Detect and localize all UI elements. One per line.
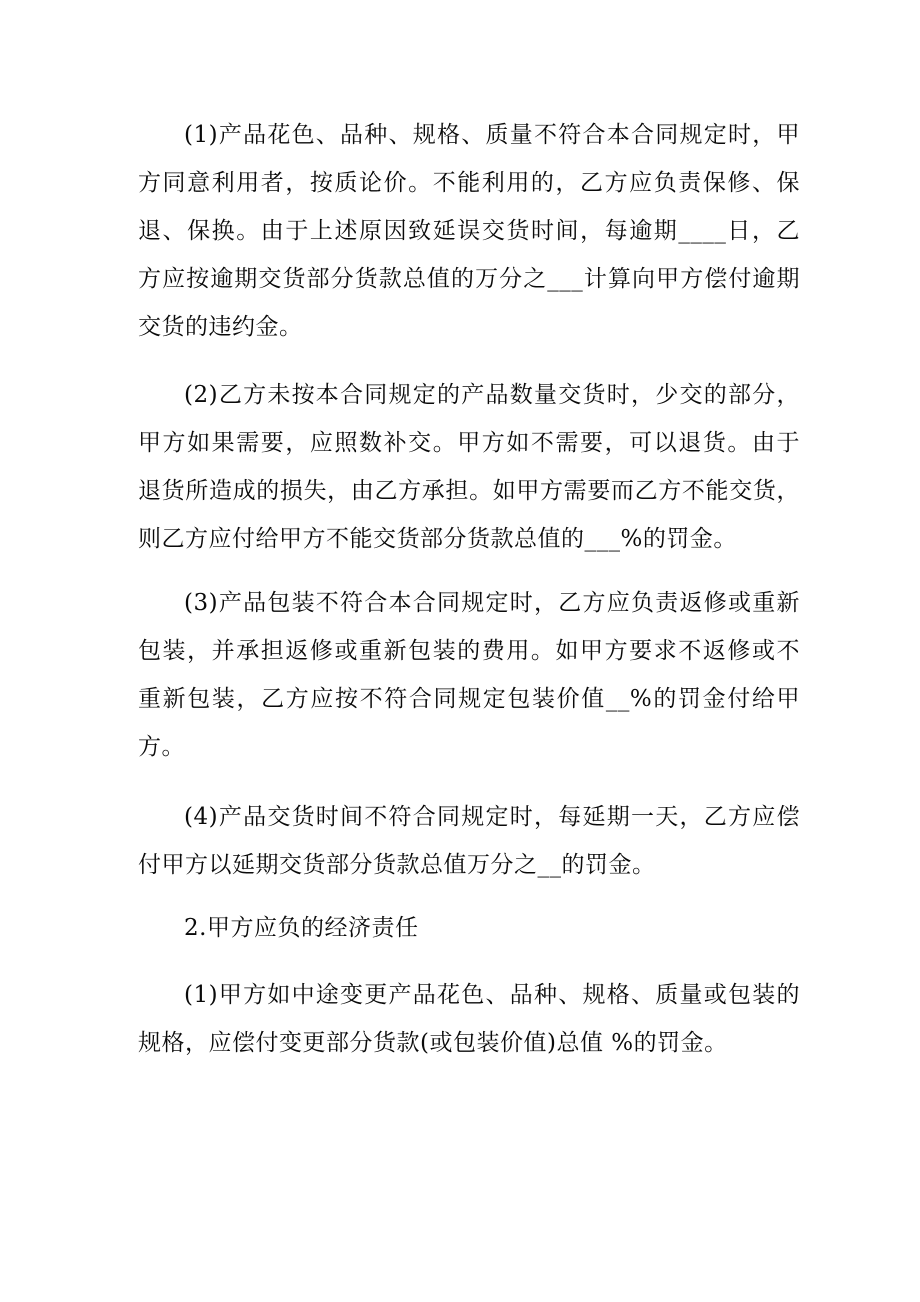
paragraph-clause-1-2 — [138, 371, 800, 563]
text-line: 方应按逾期交货部分货款总值的万分之___计算向甲方偿付逾期 — [138, 266, 800, 292]
text-line: (1)产品花色、品种、规格、质量不符合本合同规定时，甲 — [184, 122, 800, 148]
text-line: (3)产品包装不符合本合同规定时，乙方应负责返修或重新 — [184, 590, 800, 616]
paragraph-clause-2-1 — [138, 971, 800, 1067]
text-line: 包装，并承担返修或重新包装的费用。如甲方要求不返修或不 — [138, 638, 800, 664]
text-line: 交货的违约金。 — [138, 314, 303, 340]
text-line: 退货所造成的损失，由乙方承担。如甲方需要而乙方不能交货， — [138, 478, 800, 504]
text-line: (1)甲方如中途变更产品花色、品种、规格、质量或包装的 — [184, 982, 800, 1008]
text-line: (4)产品交货时间不符合同规定时，每延期一天，乙方应偿 — [184, 804, 800, 830]
section-2-heading — [138, 904, 800, 952]
text-line: (2)乙方未按本合同规定的产品数量交货时，少交的部分， — [184, 382, 800, 408]
heading-line: 2.甲方应负的经济责任 — [184, 915, 419, 941]
text-line: 重新包装，乙方应按不符合同规定包装价值__%的罚金付给甲方。 — [138, 686, 800, 760]
text-line: 方同意利用者，按质论价。不能利用的，乙方应负责保修、保 — [138, 170, 800, 196]
text-line: 付甲方以延期交货部分货款总值万分之__的罚金。 — [138, 852, 656, 878]
text-line: 甲方如果需要，应照数补交。甲方如不需要，可以退货。由于 — [138, 430, 800, 456]
text-line: 规格，应偿付变更部分货款(或包装价值)总值 %的罚金。 — [138, 1030, 728, 1056]
text-line: 则乙方应付给甲方不能交货部分货款总值的___%的罚金。 — [138, 526, 737, 552]
paragraph-clause-1-4 — [138, 793, 800, 889]
paragraph-clause-1-3 — [138, 579, 800, 771]
paragraph-clause-1-1 — [138, 111, 800, 351]
text-line: 退、保换。由于上述原因致延误交货时间，每逾期____日，乙 — [138, 218, 800, 244]
